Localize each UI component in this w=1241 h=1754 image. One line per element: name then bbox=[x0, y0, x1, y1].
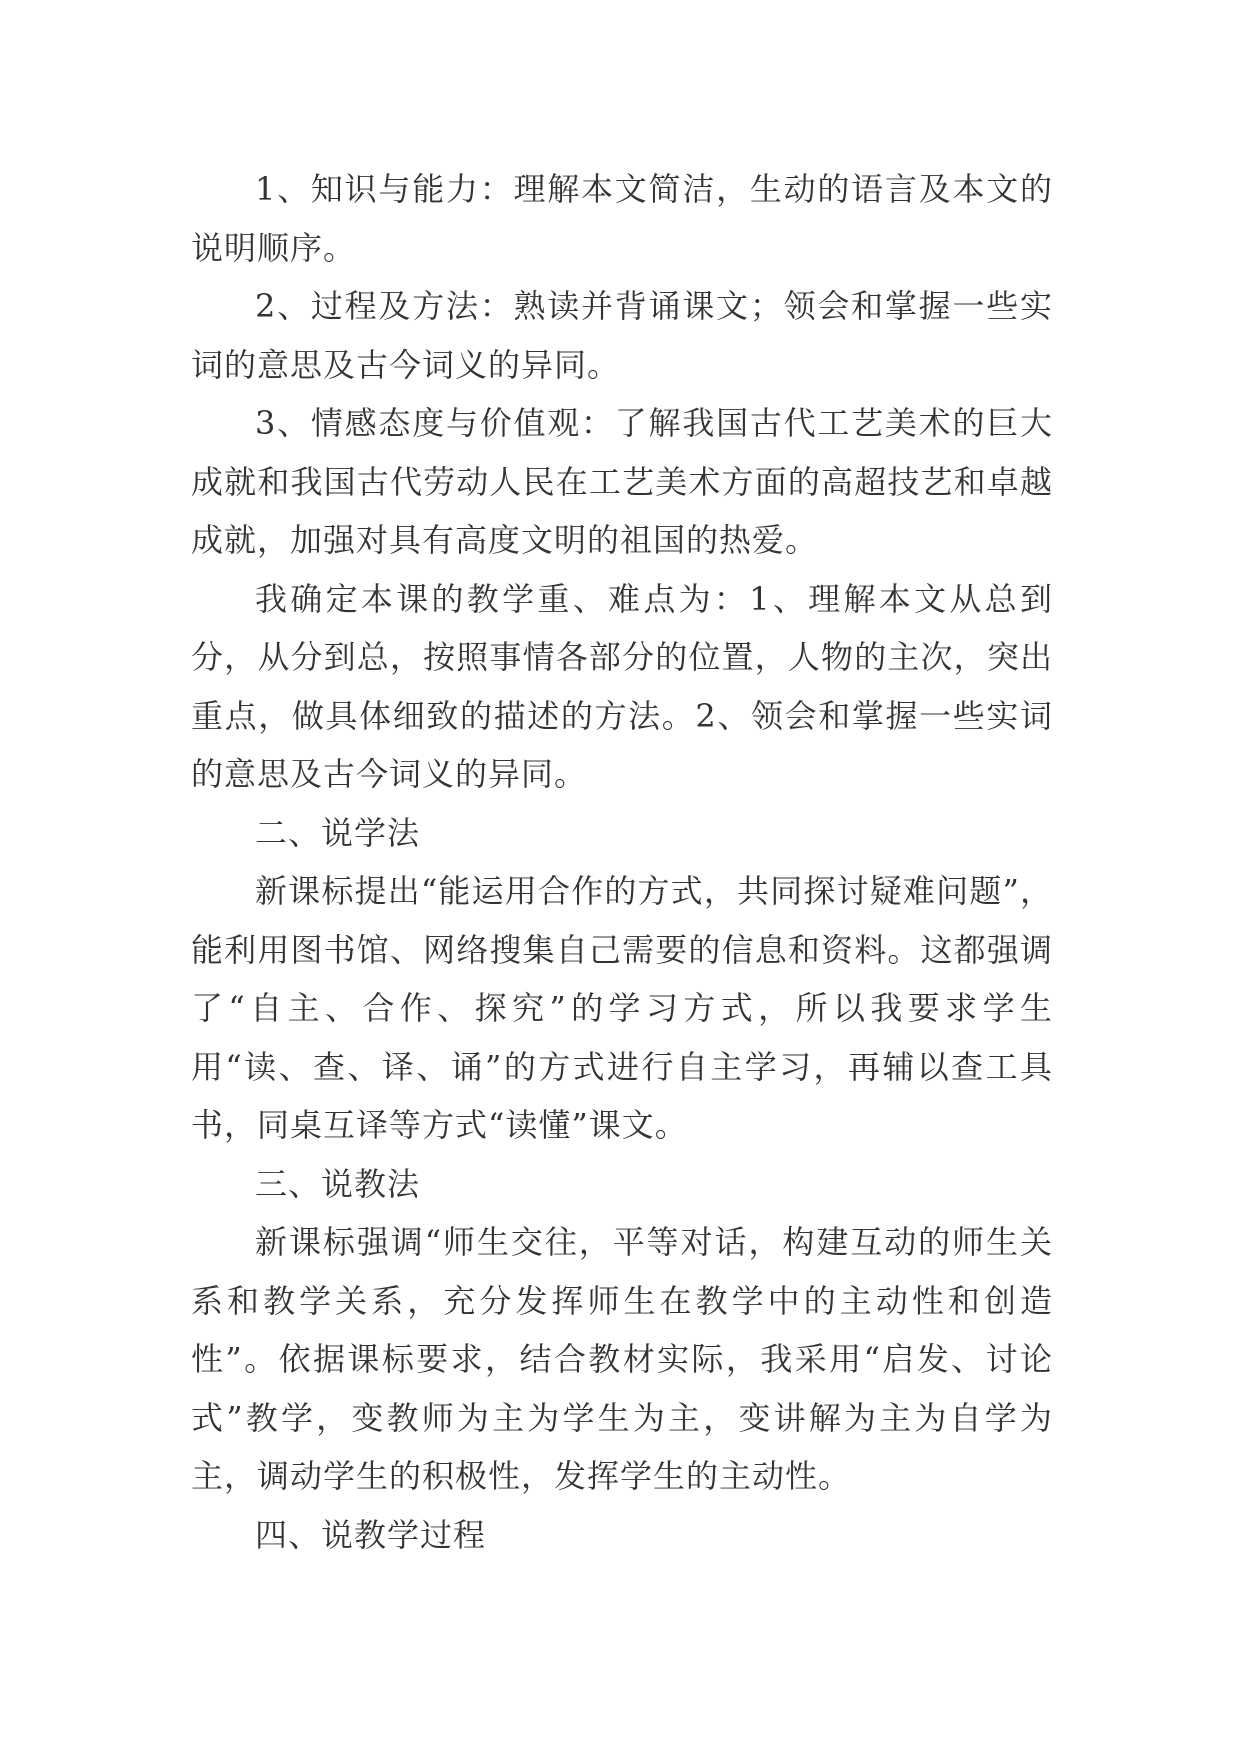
section-heading-teaching-method: 三、说教法 bbox=[255, 1164, 421, 1203]
section-heading-teaching-process: 四、说教学过程 bbox=[255, 1515, 487, 1554]
section-heading-study-method: 二、说学法 bbox=[255, 813, 421, 852]
objective-knowledge-paragraph: 1、知识与能力：理解本文简洁，生动的语言及本文的说明顺序。 bbox=[191, 170, 1053, 267]
objective-emotion-paragraph: 3、情感态度与价值观：了解我国古代工艺美术的巨大成就和我国古代劳动人民在工艺美术方面的高超技艺和卓越成就，加强对具有高度文明的祖国的热爱。 bbox=[191, 404, 1053, 559]
teaching-method-paragraph: 新课标强调“师生交往，平等对话，构建互动的师生关系和教学关系，充分发挥师生在教学中的主动性和创造性”。依据课标要求，结合教材实际，我采用“启发、讨论式”教学，变教师为主为学生为主，变讲解为主为自学为主，调动学生的积极性，发挥学生的主动性。 bbox=[191, 1223, 1053, 1495]
objective-process-paragraph: 2、过程及方法：熟读并背诵课文；领会和掌握一些实词的意思及古今词义的异同。 bbox=[191, 287, 1053, 384]
document-body bbox=[191, 160, 1053, 1564]
study-method-paragraph: 新课标提出“能运用合作的方式，共同探讨疑难问题”，能利用图书馆、网络搜集自己需要的信息和资料。这都强调了“自主、合作、探究”的学习方式，所以我要求学生用“读、查、译、诵”的方式进行自主学习，再辅以查工具书，同桌互译等方式“读懂”课文。 bbox=[191, 872, 1053, 1144]
key-difficulty-paragraph: 我确定本课的教学重、难点为：1、理解本文从总到分，从分到总，按照事情各部分的位置，人物的主次，突出重点，做具体细致的描述的方法。2、领会和掌握一些实词的意思及古今词义的异同。 bbox=[191, 579, 1053, 793]
